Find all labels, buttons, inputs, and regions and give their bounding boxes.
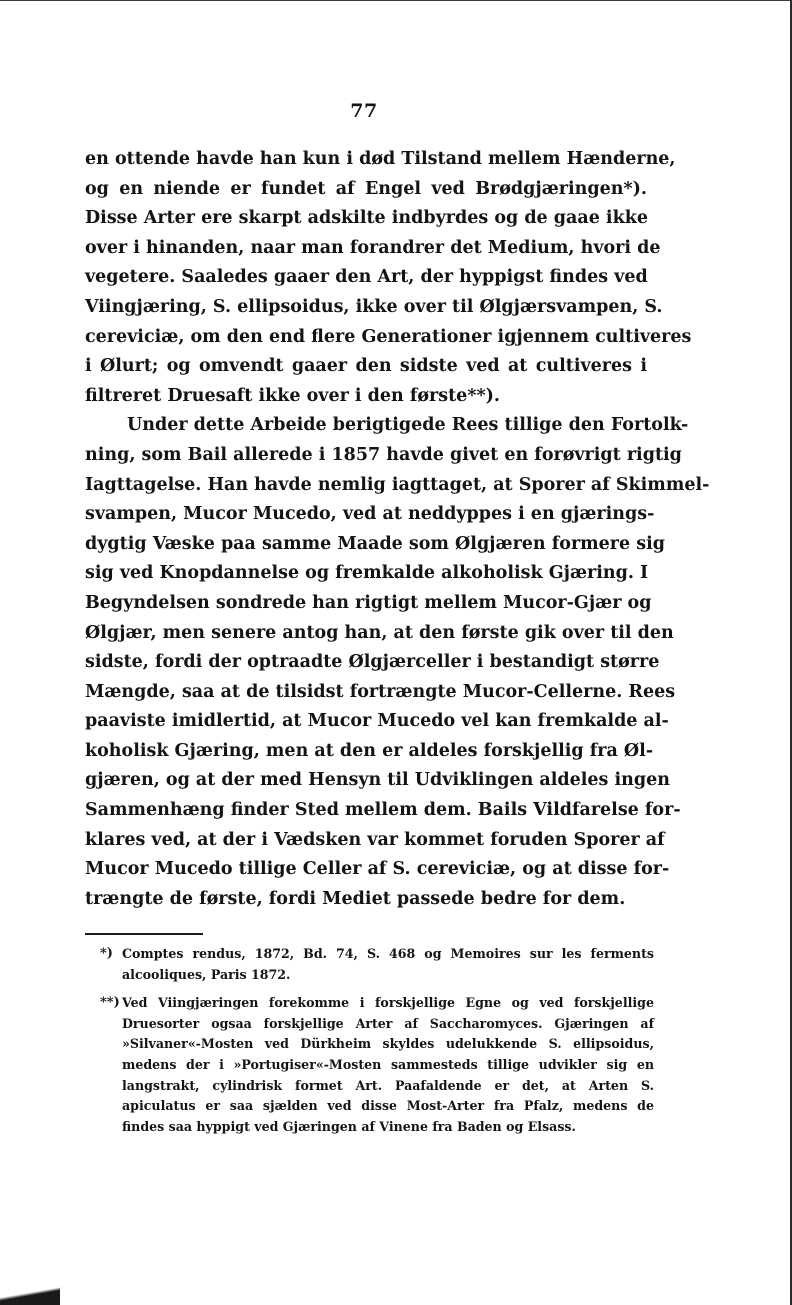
body-line: og en niende er fundet af Engel ved Brødgjæringen*). xyxy=(85,178,647,199)
body-line: vegetere. Saaledes gaaer den Art, der hyppigst findes ved xyxy=(85,267,648,288)
scan-edge-top xyxy=(0,0,792,1)
body-line: over i hinanden, naar man forandrer det Medium, hvori de xyxy=(85,237,661,258)
footnote-line: apiculatus er saa sjælden ved disse Most-Arter fra Pfalz, medens de xyxy=(122,1098,654,1114)
footnote-line: Druesorter ogsaa forskjellige Arter af Saccharomyces. Gjæringen af xyxy=(122,1015,654,1031)
body-line: Disse Arter ere skarpt adskilte indbyrdes og de gaae ikke xyxy=(85,208,648,229)
body-line: Sammenhæng finder Sted mellem dem. Bails Vildfarelse for- xyxy=(85,800,681,821)
footnote xyxy=(100,944,654,985)
footnote-line: alcooliques, Paris 1872. xyxy=(122,966,291,982)
body-line: en ottende havde han kun i død Tilstand mellem Hænderne, xyxy=(85,149,676,169)
body-line: ning, som Bail allerede i 1857 havde givet en forøvrigt rigtig xyxy=(85,444,682,465)
body-line: cereviciæ, om den end flere Generationer igjennem cultiveres xyxy=(85,326,692,347)
body-line: svampen, Mucor Mucedo, ved at neddyppes i en gjærings- xyxy=(85,504,655,525)
footnote-line: medens der i »Portugiser«-Mosten sammesteds tillige udvikler sig en xyxy=(122,1056,654,1072)
body-line: Iagttagelse. Han havde nemlig iagttaget, at Sporer af Skimmel- xyxy=(85,474,710,495)
footnote-line: Ved Viingjæringen forekomme i forskjellige Egne og ved forskjellige xyxy=(122,995,654,1011)
body-line: dygtig Væske paa samme Maade som Ølgjæren formere sig xyxy=(85,533,665,554)
body-line: koholisk Gjæring, men at den er aldeles forskjellig fra Øl- xyxy=(85,740,654,761)
body-line: Begyndelsen sondrede han rigtigt mellem Mucor-Gjær og xyxy=(85,592,652,613)
footnote-marker: **) xyxy=(100,995,120,1011)
body-text xyxy=(85,145,710,914)
footnote-marker: *) xyxy=(100,946,113,961)
body-line: sidste, fordi der optraadte Ølgjærceller i bestandigt større xyxy=(85,652,660,673)
footnote-line: findes saa hyppigt ved Gjæringen af Vinene fra Baden og Elsass. xyxy=(122,1118,576,1134)
body-line: i Ølurt; og omvendt gaaer den sidste ved at cultiveres i xyxy=(85,356,647,377)
body-line: Mængde, saa at de tilsidst fortrængte Mucor-Cellerne. Rees xyxy=(85,681,676,702)
footnote-line: »Silvaner«-Mosten ved Dürkheim skyldes udelukkende S. ellipsoidus, xyxy=(122,1036,654,1052)
body-line: Under dette Arbeide berigtigede Rees tillige den Fortolk- xyxy=(127,415,689,436)
body-line: sig ved Knopdannelse og fremkalde alkoholisk Gjæring. I xyxy=(85,563,649,584)
footnote-line: Comptes rendus, 1872, Bd. 74, S. 468 og Memoires sur les ferments xyxy=(122,946,654,961)
body-line: Ølgjær, men senere antog han, at den første gik over til den xyxy=(85,622,674,643)
body-line: Viingjæring, S. ellipsoidus, ikke over til Ølgjærsvampen, S. xyxy=(85,296,663,317)
body-line: gjæren, og at der med Hensyn til Udviklingen aldeles ingen xyxy=(85,770,670,791)
body-line: klares ved, at der i Vædsken var kommet foruden Sporer af xyxy=(85,829,665,850)
footnotes xyxy=(100,944,654,1145)
footnote-line: langstrakt, cylindrisk formet Art. Paafaldende er det, at Arten S. xyxy=(122,1077,654,1093)
page-number: 77 xyxy=(350,100,378,122)
body-line: Mucor Mucedo tillige Celler af S. cereviciæ, og at disse for- xyxy=(85,859,670,880)
footnote xyxy=(100,993,654,1137)
body-line: paaviste imidlertid, at Mucor Mucedo vel kan fremkalde al- xyxy=(85,711,669,732)
scan-corner-shadow xyxy=(0,1283,60,1305)
body-line: filtreret Druesaft ikke over i den første**). xyxy=(85,385,500,406)
body-line: trængte de første, fordi Mediet passede bedre for dem. xyxy=(85,888,626,909)
footnote-separator xyxy=(85,933,203,935)
